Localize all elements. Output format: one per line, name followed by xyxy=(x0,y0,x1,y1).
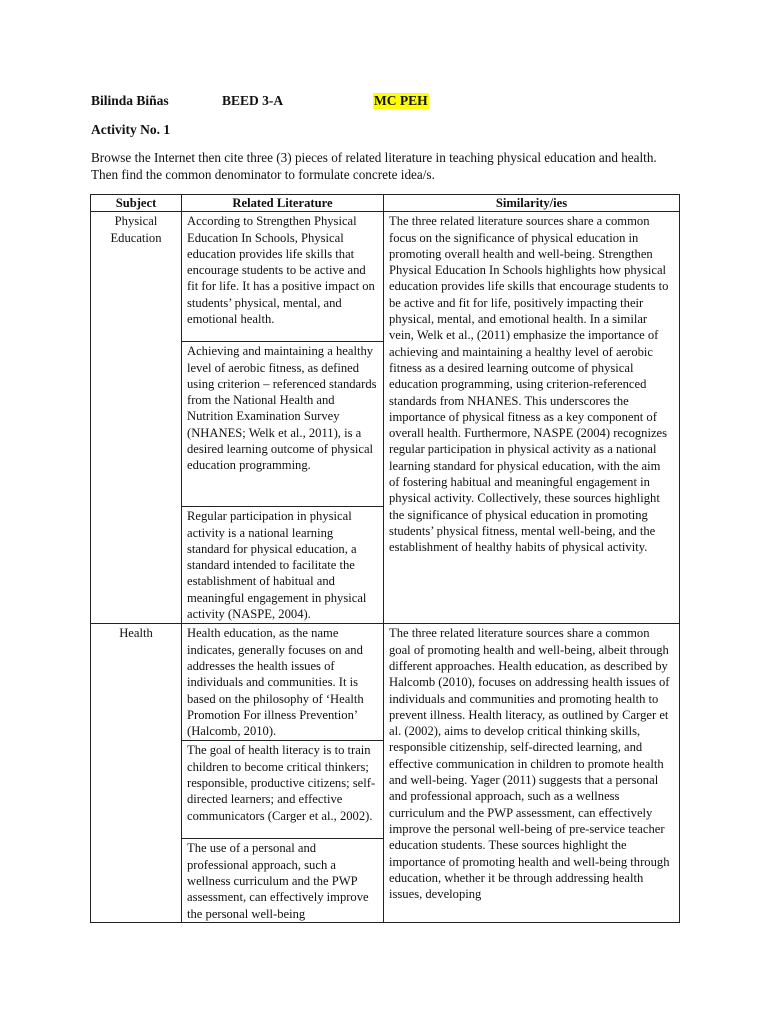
literature-cell: Achieving and maintaining a healthy level of aerobic fitness, as defined using criterion – referenced standards from the National Health and Nutrition Examination Survey (NHANES; Welk et al., 2011), is a desired learning outcome of physical education programming. xyxy=(182,342,384,507)
subject-cell-physical-education: Physical Education xyxy=(91,212,182,624)
similarity-text-health: The three related literature sources share a common goal of promoting health and well-being, albeit through different approaches. Health education, as described by Halcomb (2010), focuses on addressing health issues of individuals and communities and promoting health to prevent illness. Health literacy, as outlined by Carger et al. (2002), aims to develop critical thinking skills, responsible citizenship, self-directed learning, and effective communication in children to promote health and well-being. Yager (2011) suggests that a personal and professional approach, such as a wellness curriculum and the PWP assessment, can effectively improve the personal well-being of pre-service teacher education students. These sources highlight the importance of promoting health and well-being through education, whether it be through addressing health issues, developing xyxy=(389,626,670,902)
table-header-row xyxy=(91,195,680,212)
subject-cell-health: Health xyxy=(91,624,182,923)
student-name: Bilinda Biñas xyxy=(91,93,169,108)
literature-cell: Health education, as the name indicates, generally focuses on and addresses the health issues of individuals and communities. It is based on the philosophy of ‘Health Promotion For illness Prevention’ (Halcomb, 2010). xyxy=(182,624,384,741)
table-row xyxy=(91,624,680,741)
table-row xyxy=(91,212,680,342)
header-subject: Subject xyxy=(91,195,182,212)
literature-cell: According to Strengthen Physical Education In Schools, Physical education provides life skills that encourage students to be active and fit for life. It has a positive impact on students’ physical, mental, and emotional health. xyxy=(182,212,384,342)
literature-text-clipped: The use of a personal and professional approach, such a wellness curriculum and the PWP assessment, can effectively improve the personal well-being xyxy=(187,841,369,921)
similarity-cell-health xyxy=(384,624,680,923)
activity-title: Activity No. 1 xyxy=(91,122,171,137)
literature-cell: The goal of health literacy is to train children to become critical thinkers; responsible, productive citizens; self-directed learners; and effective communicators (Carger et al., 2002). xyxy=(182,741,384,839)
course-section: BEED 3-A xyxy=(222,93,284,108)
header-similarity: Similarity/ies xyxy=(384,195,680,212)
instruction-text: Browse the Internet then cite three (3) pieces of related literature in teaching physical education and health. Then find the common denominator to formulate concrete idea/s. xyxy=(91,150,657,182)
literature-cell: Regular participation in physical activity is a national learning standard for physical education, a standard intended to facilitate the establishment of habitual and meaningful engagement in physical activity (NASPE, 2004). xyxy=(182,507,384,624)
header-related-literature: Related Literature xyxy=(182,195,384,212)
literature-cell xyxy=(182,839,384,923)
literature-table xyxy=(90,194,680,923)
similarity-cell-physical-education: The three related literature sources share a common focus on the significance of physical education in promoting overall health and well-being. Strengthen Physical Education In Schools highlights how physical education provides life skills that encourage students to be active and fit for life, positively impacting their physical, mental, and emotional health. In a similar vein, Welk et al., (2011) emphasize the importance of achieving and maintaining a healthy level of aerobic fitness as a desired learning outcome of physical education programming, using criterion-referenced standards from NHANES. This underscores the importance of physical fitness as a key component of overall health. Furthermore, NASPE (2004) recognizes regular participation in physical activity as a national learning standard for physical education, with the aim of fostering habitual and meaningful engagement in physical activity. Collectively, these sources highlight the significance of physical education in promoting students’ physical fitness, mental well-being, and the establishment of healthy habits of physical activity. xyxy=(384,212,680,624)
subject-code-highlighted: MC PEH xyxy=(374,93,428,108)
